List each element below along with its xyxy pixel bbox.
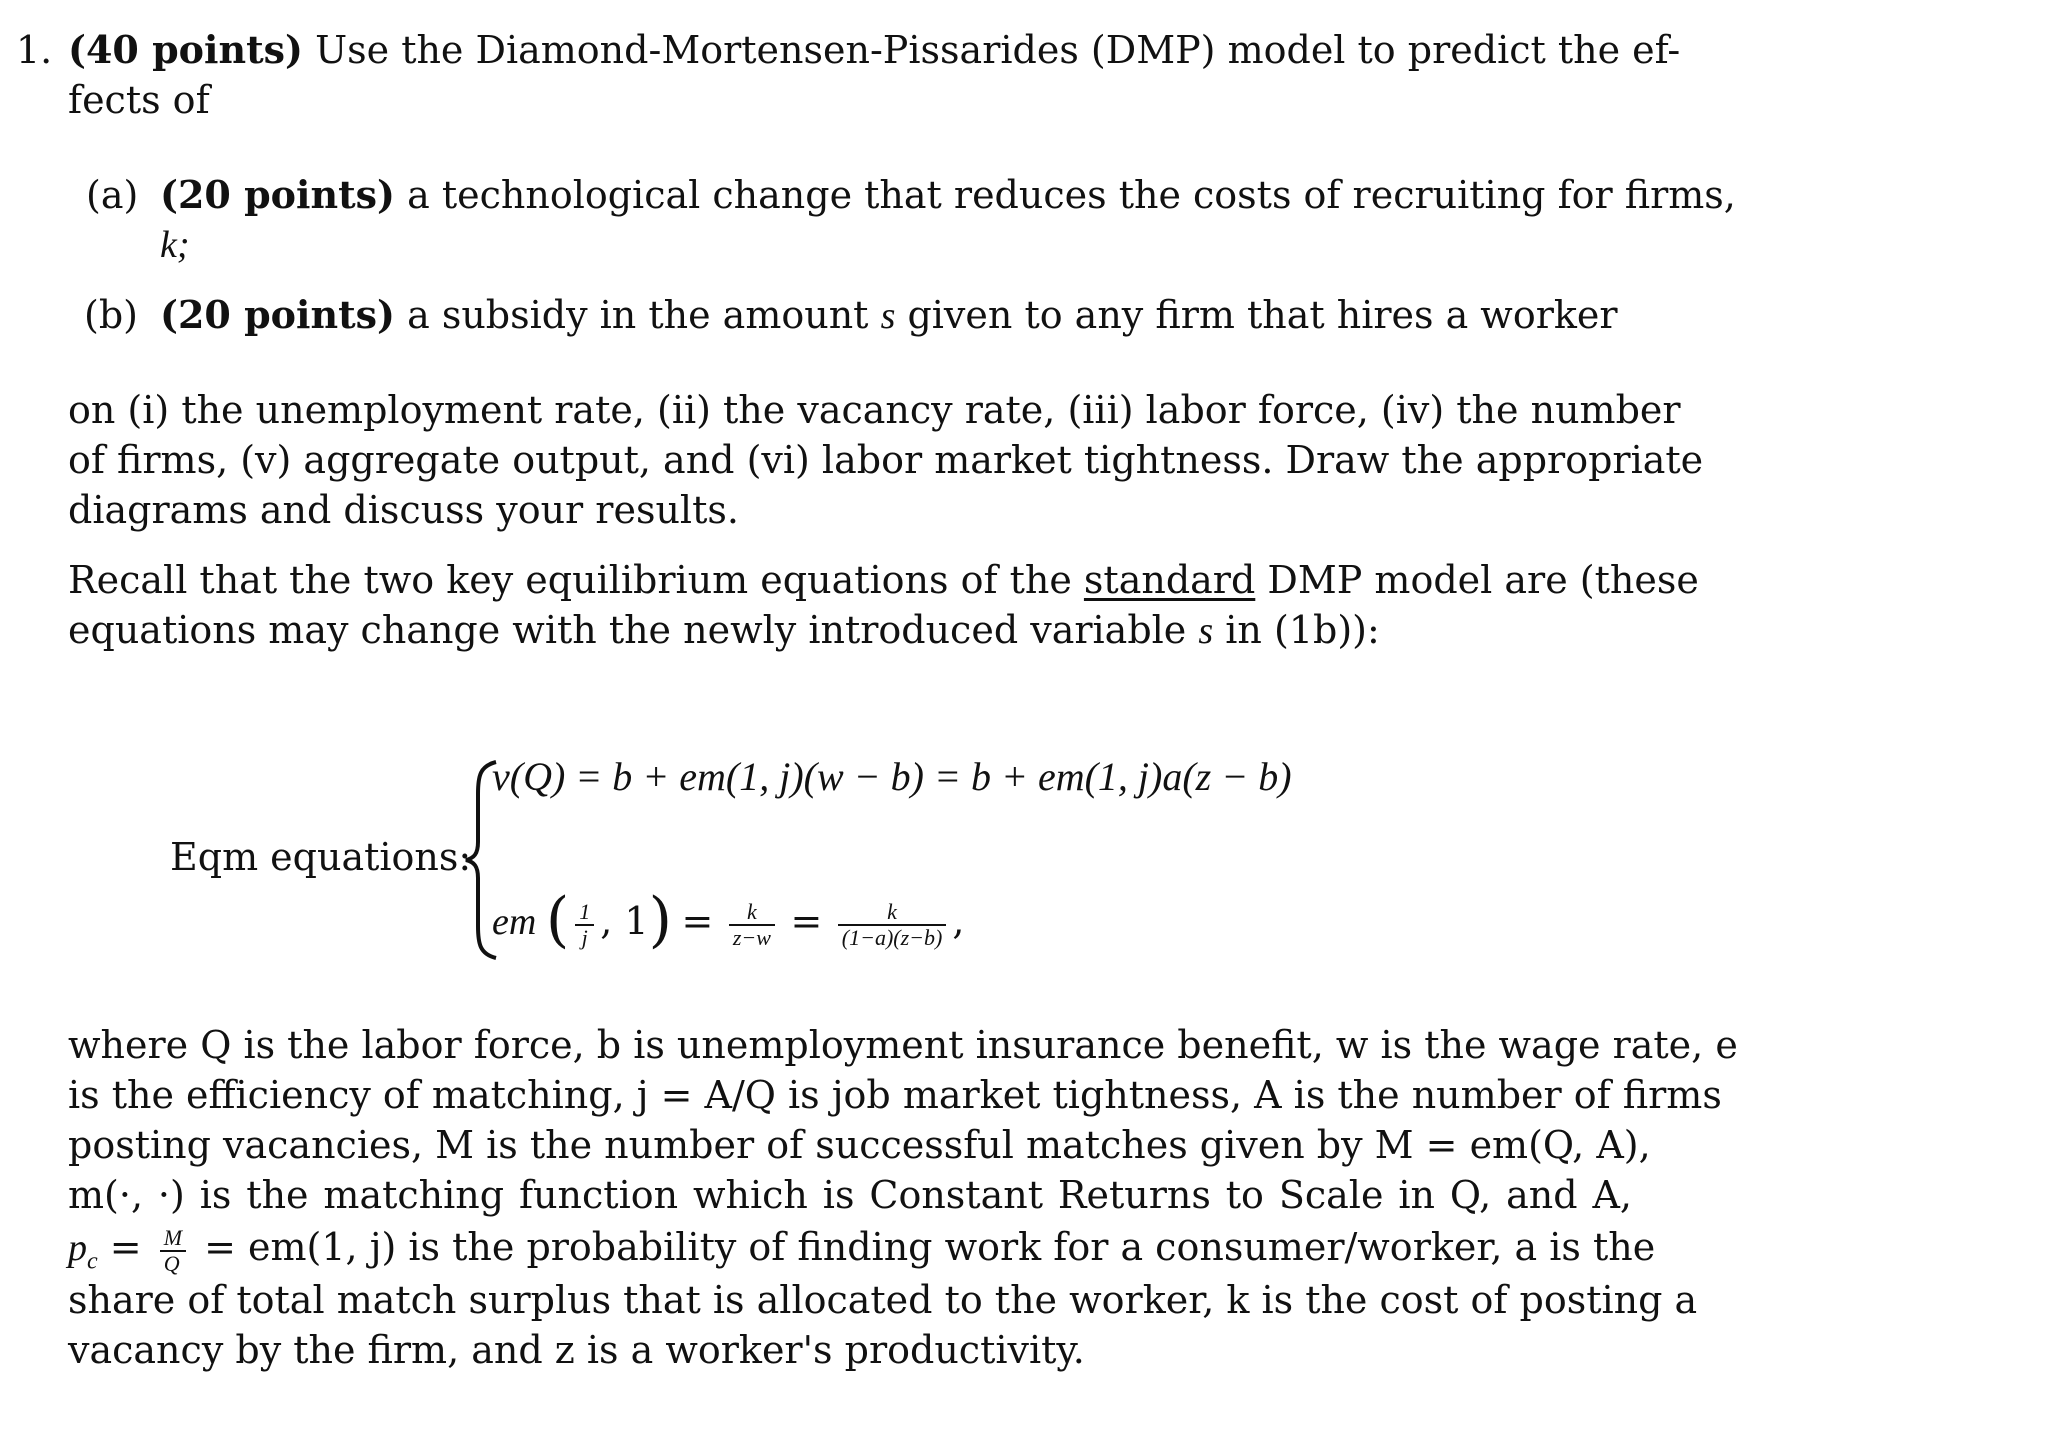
recall-text-a: Recall that the two key equilibrium equations of the [68, 558, 1072, 602]
equation-2 [492, 885, 965, 955]
question-intro-text: Use the Diamond-Mortensen-Pissarides (DMP) model to predict the ef- [315, 28, 1681, 72]
definitions-line2: is the efficiency of matching, j = A/Q is job market tightness, A is the number of firms [68, 1073, 1722, 1117]
recall-text-d: in (1b)): [1225, 608, 1380, 652]
eq2-equals-2: = [790, 899, 823, 943]
part-b-text-a: a subsidy in the amount [407, 293, 869, 337]
question-number: 1. [16, 28, 53, 72]
def5-rest: = em(1, j) is the probability of finding work for a consumer/worker, a is the [204, 1225, 1656, 1269]
recall-var: s [1198, 610, 1214, 652]
part-b-points: (20 points) [160, 292, 395, 337]
recall-text-b: DMP model are (these [1267, 558, 1699, 602]
eq2-frac-k-over-share: $\frac{k}{(1-a)(z-b)}$ [838, 900, 947, 950]
question-intro-line2: fects of [68, 78, 210, 122]
definitions-line1: where Q is the labor force, b is unemployment insurance benefit, w is the wage rate, e [68, 1023, 1738, 1067]
eq2-frac-1-over-j: $\frac{1}{j}$ [575, 900, 594, 950]
eq2-end: , [952, 899, 965, 943]
effects-line1: on (i) the unemployment rate, (ii) the vacancy rate, (iii) labor force, (iv) the number [68, 388, 1681, 432]
recall-text-c: equations may change with the newly introduced variable [68, 608, 1187, 652]
definitions-line3: posting vacancies, M is the number of successful matches given by M = em(Q, A), [68, 1123, 1651, 1167]
definitions-line4: m(·, ·) is the matching function which is Constant Returns to Scale in Q, and A, [68, 1173, 1632, 1217]
effects-line2: of firms, (v) aggregate output, and (vi) labor market tightness. Draw the appropriate [68, 438, 1704, 482]
definitions-line6: share of total match surplus that is allocated to the worker, k is the cost of posting a [68, 1278, 1698, 1322]
part-a-line1 [160, 170, 1736, 220]
part-b-text-b: given to any firm that hires a worker [907, 293, 1618, 337]
question-intro-line1 [68, 25, 1681, 75]
part-b-label: (b) [84, 293, 138, 337]
equations-label: Eqm equations: [170, 835, 472, 879]
part-a-label: (a) [86, 173, 139, 217]
part-b-line1 [160, 290, 1618, 341]
eq2-equals-1: = [681, 899, 714, 943]
effects-line3: diagrams and discuss your results. [68, 488, 739, 532]
recall-line2 [68, 605, 1380, 656]
equation-1: v(Q) = b + em(1, j)(w − b) = b + em(1, j)a(z − b) [492, 754, 1292, 799]
recall-underlined-word: standard [1083, 558, 1256, 602]
def5-frac-m-over-q: $\frac{M}{Q}$ [160, 1226, 186, 1276]
eq2-after-frac: , 1 [600, 899, 649, 943]
def5-p: $p_c$ [68, 1227, 98, 1275]
question-points: (40 points) [68, 27, 303, 72]
def5-equals: = [109, 1225, 142, 1269]
eq2-lhs: em [492, 901, 537, 943]
eq2-close-paren: ) [648, 885, 672, 955]
eq2-open-paren: ( [545, 885, 570, 955]
part-a-line2: k; [160, 224, 190, 266]
part-a-points: (20 points) [160, 172, 395, 217]
part-b-var: s [880, 295, 896, 337]
recall-line1 [68, 555, 1699, 605]
definitions-line7: vacancy by the firm, and z is a worker's productivity. [68, 1328, 1085, 1372]
part-a-text: a technological change that reduces the costs of recruiting for firms, [407, 173, 1736, 217]
eq2-frac-k-over-zw: $\frac{k}{z-w}$ [729, 900, 775, 950]
